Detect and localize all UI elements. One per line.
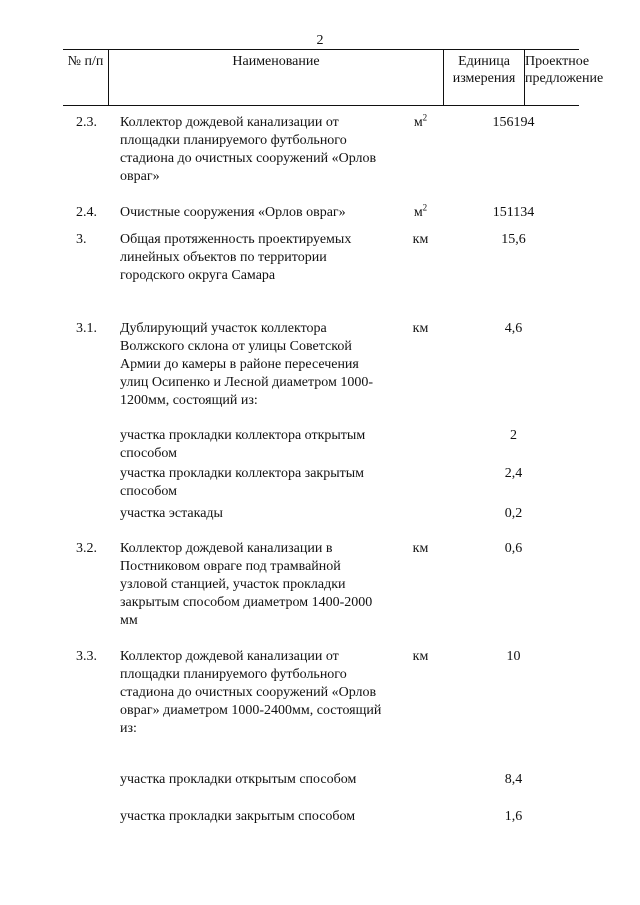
header-num: № п/п	[67, 54, 104, 69]
unit-text: м	[413, 115, 423, 130]
row-name: Очистные сооружения «Орлов овраг»	[120, 205, 346, 220]
row-name: участка эстакады	[120, 506, 223, 521]
row-name: Общая протяженность проектируемых линейных объектов по территории городского округа Самара	[120, 232, 352, 283]
header-unit: Единица измерения	[443, 50, 524, 105]
table-header	[63, 49, 604, 106]
row-unit: км	[412, 649, 429, 664]
row-name: участка прокладки коллектора закрытым способом	[120, 466, 364, 499]
row-value: 156194	[492, 115, 535, 130]
row-value: 151134	[492, 205, 535, 220]
row-number: 3.1.	[76, 321, 97, 336]
row-name: участка прокладки закрытым способом	[120, 809, 356, 824]
row-number: 2.3.	[76, 115, 97, 130]
row-name: Коллектор дождевой канализации в Постниковом овраге под трамвайной узловой станцией, участок прокладки закрытым способом диаметром 1400-2000 мм	[120, 541, 373, 628]
row-name: участка прокладки открытым способом	[120, 772, 357, 787]
row-unit: км	[412, 232, 429, 247]
row-number: 3.3.	[76, 649, 97, 664]
row-value: 2	[510, 428, 517, 443]
unit-superscript: 2	[422, 112, 428, 123]
row-unit: км	[412, 321, 429, 336]
page-number: 2	[316, 33, 324, 48]
row-value: 4,6	[504, 321, 523, 336]
row-unit	[380, 114, 461, 132]
row-value: 0,2	[504, 506, 523, 521]
row-unit	[380, 204, 461, 222]
header-name: Наименование	[108, 50, 443, 105]
row-number: 3.2.	[76, 541, 97, 556]
row-unit: км	[412, 541, 429, 556]
row-number: 2.4.	[76, 205, 97, 220]
row-value: 8,4	[504, 772, 523, 787]
row-name: участка прокладки коллектора открытым способом	[120, 428, 366, 461]
row-name: Коллектор дождевой канализации от площадки планируемого футбольного стадиона до очистных сооружений «Орлов овраг» диаметром 1000-2400мм, состоящий из:	[120, 649, 382, 736]
row-name: Дублирующий участок коллектора Волжского склона от улицы Советской Армии до камеры в районе пересечения улиц Осипенко и Лесной диаметром 1000-1200мм, состоящий из:	[120, 321, 374, 408]
row-value: 2,4	[504, 466, 523, 481]
row-value: 0,6	[504, 541, 523, 556]
row-value: 1,6	[504, 809, 523, 824]
unit-superscript: 2	[422, 202, 428, 213]
row-name: Коллектор дождевой канализации от площадки планируемого футбольного стадиона до очистных сооружений «Орлов овраг»	[120, 115, 377, 184]
header-value: Проектное предложение	[524, 50, 579, 105]
unit-text: м	[413, 205, 423, 220]
row-value: 15,6	[501, 232, 526, 247]
row-value: 10	[506, 649, 521, 664]
row-number: 3.	[76, 232, 87, 247]
